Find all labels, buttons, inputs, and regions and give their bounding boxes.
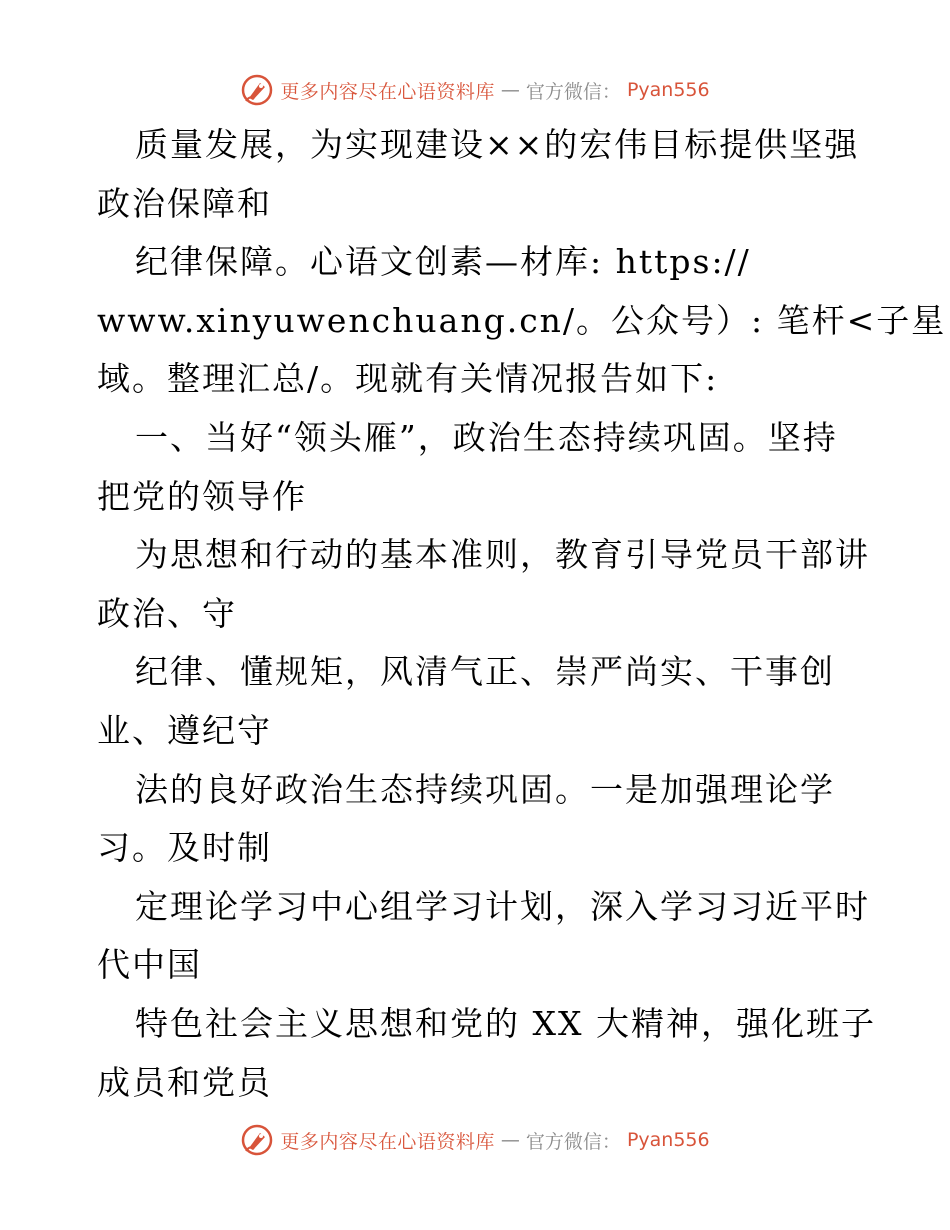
text-line: 定理论学习中心组学习计划，深入学习习近平时 xyxy=(135,886,870,926)
text-line: 代中国 xyxy=(97,945,202,985)
text-line: 法的良好政治生态持续巩固。一是加强理论学 xyxy=(135,769,835,809)
banner-dash: — xyxy=(500,1129,520,1151)
text-line: 把党的领导作 xyxy=(97,476,307,516)
banner-wechat-handle: Pyan556 xyxy=(626,1129,710,1151)
text-line: 特色社会主义思想和党的 XX 大精神，强化班子 xyxy=(135,1003,876,1043)
text-line: 政治保障和 xyxy=(97,183,272,223)
text-line: www.xinyuwenchuang.cn/。公众号）: 笔杆<子星 xyxy=(97,300,947,340)
banner-main-text: 更多内容尽在心语资料库 xyxy=(280,1130,495,1153)
text-line: 习。及时制 xyxy=(97,828,272,868)
banner-wechat-label: 官方微信： xyxy=(525,80,621,103)
text-line: 纪律保障。心语文创素—材库: https:// xyxy=(135,242,751,282)
footer-watermark-banner xyxy=(0,1120,950,1160)
text-line: 政治、守 xyxy=(97,593,237,633)
text-line: 质量发展，为实现建设××的宏伟目标提供坚强 xyxy=(135,125,860,164)
text-line: 域。整理汇总/。现就有关情况报告如下: xyxy=(97,359,719,399)
banner-main-text: 更多内容尽在心语资料库 xyxy=(280,80,495,103)
banner-wechat-handle: Pyan556 xyxy=(626,79,710,101)
text-line: 纪律、懂规矩，风清气正、崇严尚实、干事创 xyxy=(135,652,835,692)
banner-dash: — xyxy=(500,79,520,101)
header-watermark-banner xyxy=(0,70,950,110)
pen-nib-logo-icon xyxy=(240,1123,274,1157)
banner-wechat-label: 官方微信： xyxy=(525,1130,621,1153)
text-line: 成员和党员 xyxy=(97,1062,272,1102)
text-line: 为思想和行动的基本准则，教育引导党员干部讲 xyxy=(135,535,870,575)
text-line: 业、遵纪守 xyxy=(97,710,272,750)
pen-nib-logo-icon xyxy=(240,73,274,107)
document-body xyxy=(97,116,947,1112)
section-heading-line: 一、当好“领头雁”，政治生态持续巩固。坚持 xyxy=(135,417,838,457)
